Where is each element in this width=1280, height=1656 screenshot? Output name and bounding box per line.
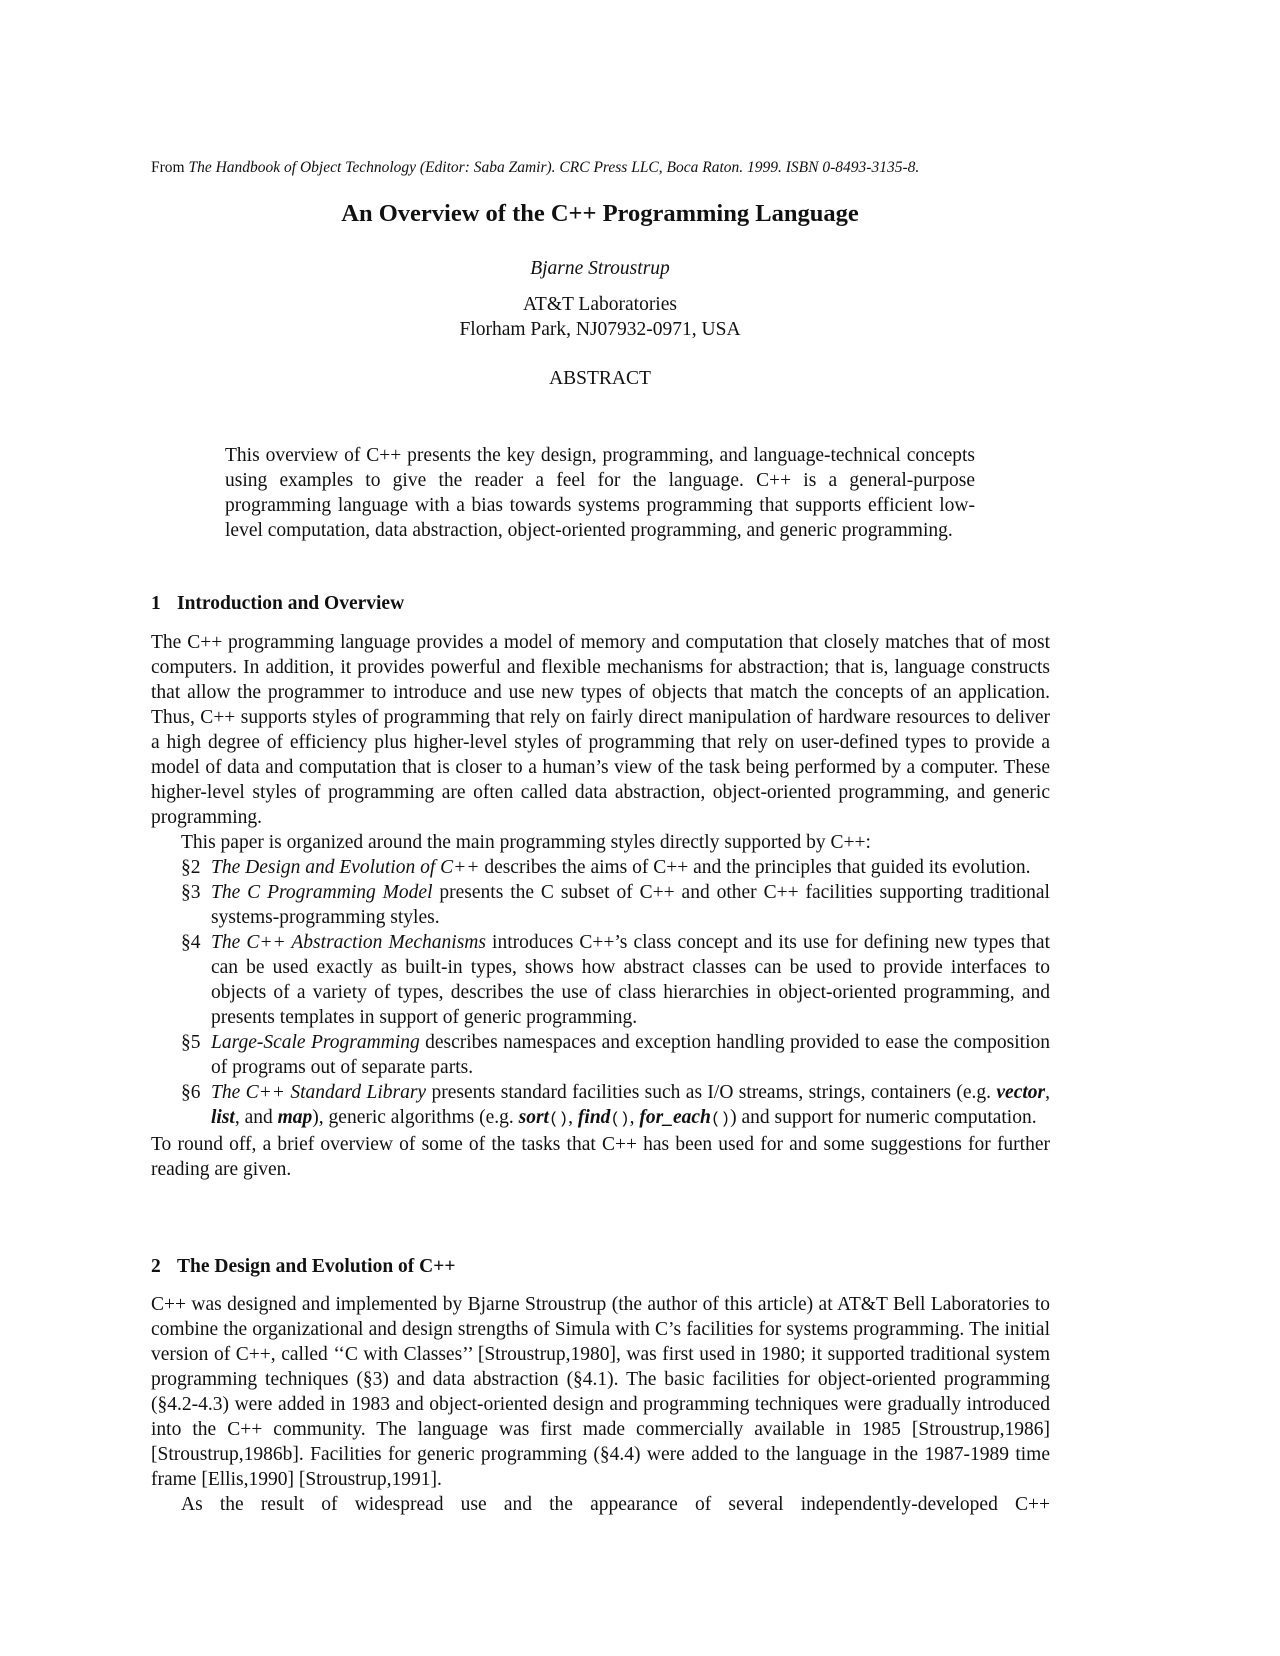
- list-item-text: ) and support for numeric computation.: [730, 1107, 1037, 1128]
- code-find: find: [577, 1107, 611, 1128]
- section-2-heading: [151, 1256, 455, 1278]
- section-1-body: [151, 630, 1050, 1182]
- list-item-text: presents standard facilities such as I/O streams, strings, containers (e.g.: [426, 1082, 997, 1103]
- list-item-title: Large-Scale Programming: [211, 1032, 420, 1053]
- list-item-number: §6: [181, 1082, 201, 1103]
- section-1-paragraph-2: This paper is organized around the main programming styles directly supported by C++:: [181, 832, 871, 853]
- affiliation: [0, 292, 1200, 342]
- author-name: Bjarne Stroustrup: [530, 258, 670, 279]
- list-item-text: describes namespaces and exception handling provided to ease the composition of programs out of separate parts.: [211, 1032, 1050, 1078]
- list-item-title: The C++ Standard Library: [211, 1082, 427, 1103]
- section-1-heading: [151, 593, 404, 615]
- affiliation-org: AT&T Laboratories: [523, 294, 677, 315]
- code-parens: (): [548, 1110, 569, 1128]
- list-item-text: ), generic algorithms (e.g.: [312, 1107, 519, 1128]
- list-item: [151, 1080, 1050, 1132]
- list-item-number: §4: [181, 932, 201, 953]
- separator: ,: [629, 1107, 640, 1128]
- separator: , and: [234, 1107, 278, 1128]
- list-item-number: §3: [181, 882, 201, 903]
- list-item-title: The C++ Abstraction Mechanisms: [211, 932, 486, 953]
- section-1-paragraph-1: The C++ programming language provides a model of memory and computation that closely matches that of most computers. In addition, it provides powerful and flexible mechanisms for abstraction; that is, language constructs that allow the programmer to introduce and use new types of objects that match the concepts of an application. Thus, C++ supports styles of programming that rely on fairly direct manipulation of hardware resources to deliver a high degree of efficiency plus higher-level styles of programming that rely on user-defined types to provide a model of data and computation that is closer to a human’s view of the task being performed by a computer. These higher-level styles of programming are often called data abstraction, object-oriented programming, and generic programming.: [151, 632, 1050, 828]
- list-item: [151, 855, 1050, 880]
- code-parens: (): [610, 1110, 630, 1128]
- section-2-paragraph-1: C++ was designed and implemented by Bjarne Stroustrup (the author of this article) at AT&T Bell Laboratories to combine the organizational and design strengths of Simula with C’s facilities for systems programming. The initial version of C++, called ‘‘C with Classes’’ [Stroustrup,1980], was first used in 1980; it supported traditional system programming techniques (§3) and data abstraction (§4.1). The basic facilities for object-oriented programming (§4.2-4.3) were added in 1983 and object-oriented design and programming techniques were gradually introduced into the C++ community. The language was first made commercially available in 1985 [Stroustrup,1986] [Stroustrup,1986b]. Facilities for generic programming (§4.4) were added to the language in the 1987-1989 time frame [Ellis,1990] [Stroustrup,1991].: [151, 1294, 1050, 1490]
- list-item-text: introduces C++’s class concept and its use for defining new types that can be used exactly as built-in types, shows how abstract classes can be used to provide interfaces to objects of a variety of types, describes the use of class hierarchies in object-oriented programming, and presents templates in support of generic programming.: [211, 932, 1050, 1028]
- section-2-number: 2: [151, 1256, 161, 1277]
- list-item-number: §5: [181, 1032, 201, 1053]
- abstract-heading: ABSTRACT: [549, 368, 651, 389]
- section-overview-list: [151, 855, 1050, 1132]
- section-2-body: [151, 1292, 1050, 1517]
- section-1-paragraph-3: To round off, a brief overview of some of the tasks that C++ has been used for and some suggestions for further reading are given.: [151, 1134, 1050, 1180]
- code-vector: vector: [996, 1082, 1046, 1103]
- section-1-title: Introduction and Overview: [177, 593, 405, 614]
- code-for-each: for_each: [639, 1107, 711, 1128]
- source-citation-text: The Handbook of Object Technology (Editor: Saba Zamir). CRC Press LLC, Boca Raton. 1999. ISBN 0-8493-3135-8.: [188, 159, 920, 176]
- affiliation-address: Florham Park, NJ07932-0971, USA: [459, 319, 741, 340]
- section-2-paragraph-2: As the result of widespread use and the appearance of several independently-developed C++: [181, 1494, 1050, 1515]
- paper-title: An Overview of the C++ Programming Language: [341, 200, 859, 227]
- code-sort: sort: [518, 1107, 549, 1128]
- list-item: [151, 880, 1050, 930]
- separator: ,: [1045, 1082, 1050, 1103]
- list-item: [151, 1030, 1050, 1080]
- code-parens: (): [710, 1110, 731, 1128]
- separator: ,: [568, 1107, 578, 1128]
- list-item-title: The Design and Evolution of C++: [211, 857, 480, 878]
- source-prefix: From: [151, 159, 189, 176]
- abstract-text: This overview of C++ presents the key design, programming, and language-technical concepts using examples to give the reader a feel for the language. C++ is a general-purpose programming language with a bias towards systems programming that supports efficient low-level computation, data abstraction, object-oriented programming, and generic programming.: [225, 445, 975, 541]
- section-2-title: The Design and Evolution of C++: [177, 1256, 456, 1277]
- list-item: [151, 930, 1050, 1030]
- list-item-number: §2: [181, 857, 201, 878]
- list-item-text: describes the aims of C++ and the principles that guided its evolution.: [479, 857, 1031, 878]
- code-map: map: [277, 1107, 313, 1128]
- source-citation: [151, 159, 919, 177]
- code-list: list: [211, 1107, 235, 1128]
- list-item-title: The C Programming Model: [211, 882, 433, 903]
- list-item-text: presents the C subset of C++ and other C++ facilities supporting traditional systems-programming styles.: [211, 882, 1050, 928]
- section-1-number: 1: [151, 593, 161, 614]
